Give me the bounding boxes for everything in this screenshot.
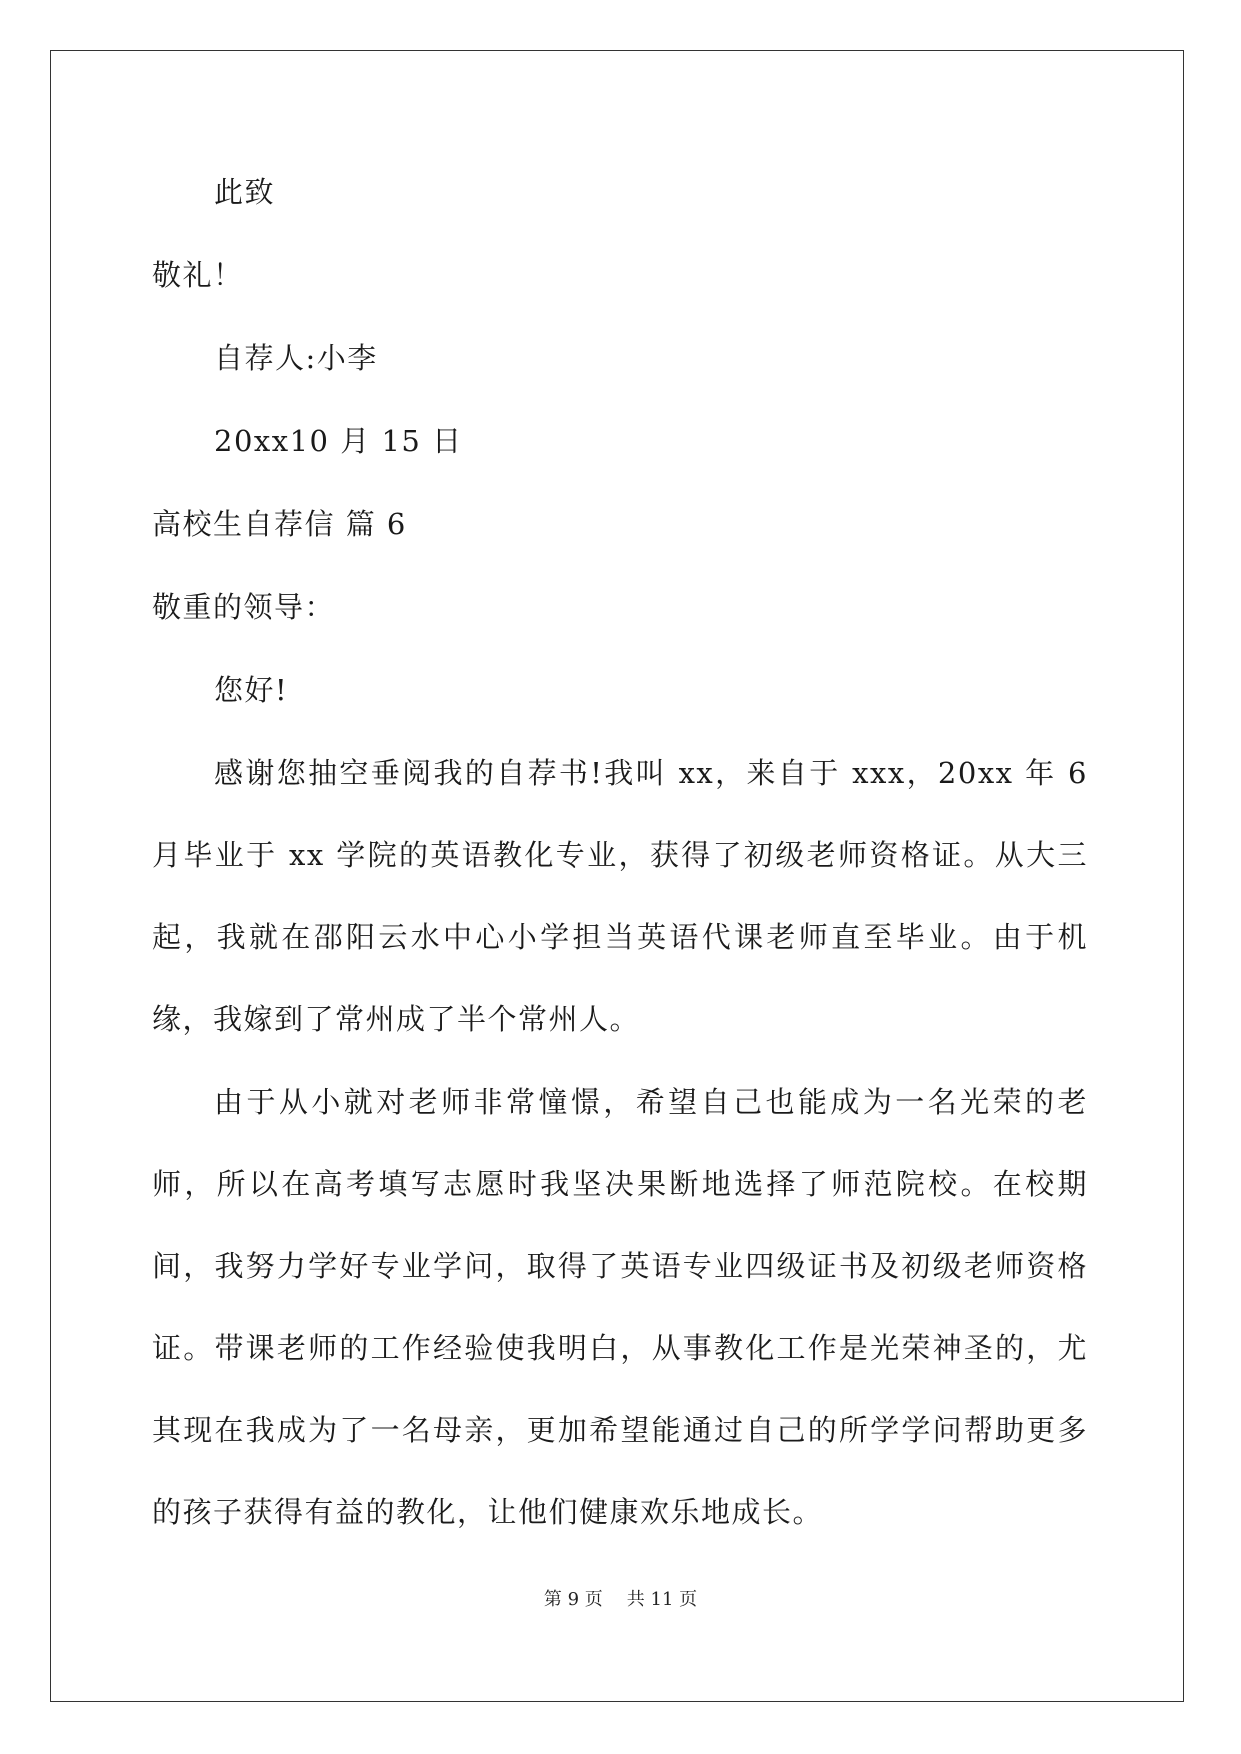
page-footer [0, 1588, 1241, 1612]
greeting-line: 您好! [214, 673, 289, 707]
letter-heading: 高校生自荐信 篇 6 [152, 507, 407, 541]
signer-line: 自荐人:小李 [214, 341, 378, 375]
page-number: 第 9 页 [543, 1589, 603, 1610]
closing-line: 此致 [214, 175, 276, 209]
date-line: 20xx10 月 15 日 [214, 424, 463, 458]
addressee-line: 敬重的领导： [152, 590, 336, 624]
page-total: 共 11 页 [626, 1589, 698, 1610]
body-paragraph-1: 感谢您抽空垂阅我的自荐书!我叫 xx，来自于 xxx，20xx 年 6 月毕业于 xx 学院的英语教化专业，获得了初级老师资格证。从大三起，我就在邵阳云水中心小学担当英语代课老师直至毕业。由于机缘，我嫁到了常州成了半个常州人。 [152, 756, 1088, 1036]
body-paragraph-2: 由于从小就对老师非常憧憬，希望自己也能成为一名光荣的老师，所以在高考填写志愿时我坚决果断地选择了师范院校。在校期间，我努力学好专业学问，取得了英语专业四级证书及初级老师资格证。带课老师的工作经验使我明白，从事教化工作是光荣神圣的，尤其现在我成为了一名母亲，更加希望能通过自己的所学学问帮助更多的孩子获得有益的教化，让他们健康欢乐地成长。 [152, 1085, 1088, 1529]
salute-line: 敬礼！ [152, 258, 244, 292]
